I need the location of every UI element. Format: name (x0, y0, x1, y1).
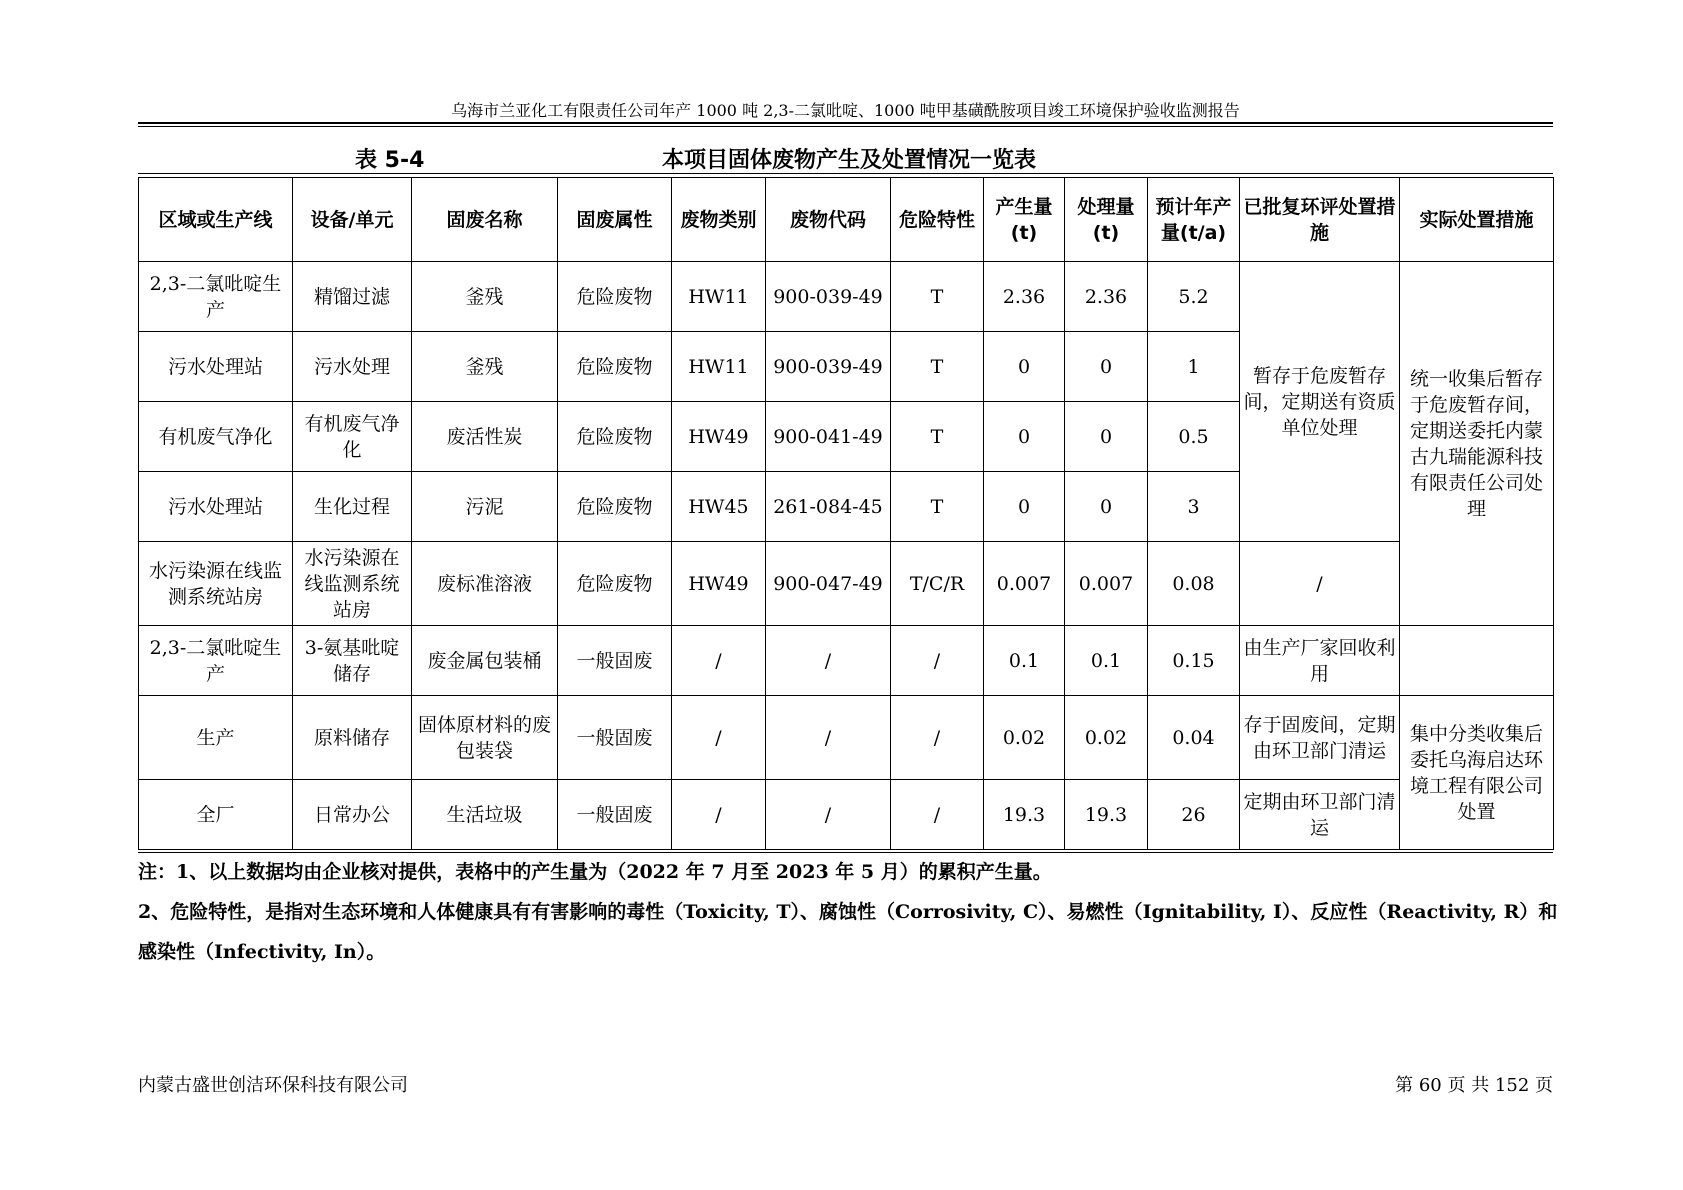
note-1: 注：1、以上数据均由企业核对提供，表格中的产生量为（2022 年 7 月至 2023 年 5 月）的累积产生量。 (138, 861, 1052, 883)
cell-treated: 0 (1065, 332, 1148, 402)
cell-treated: 0.007 (1065, 542, 1148, 626)
header-rule-thin (138, 126, 1553, 127)
col-header-area: 区域或生产线 (139, 178, 293, 262)
cell-approved-packaging-bags: 存于固废间，定期由环卫部门清运 (1240, 696, 1400, 780)
cell-waste-category: HW49 (672, 402, 766, 472)
waste-table-wrapper (138, 173, 1553, 853)
cell-unit: 精馏过滤 (293, 262, 412, 332)
cell-waste-category: / (672, 780, 766, 850)
cell-waste-code: / (766, 780, 891, 850)
cell-treated: 0.1 (1065, 626, 1148, 696)
cell-treated: 2.36 (1065, 262, 1148, 332)
cell-produced: 0.007 (984, 542, 1065, 626)
cell-waste-code: / (766, 696, 891, 780)
solid-waste-table (138, 177, 1554, 850)
cell-annual: 3 (1148, 472, 1240, 542)
col-header-waste-name: 固废名称 (412, 178, 558, 262)
cell-unit: 有机废气净化 (293, 402, 412, 472)
cell-actual-hazardous: 统一收集后暂存于危废暂存间，定期送委托内蒙古九瑞能源科技有限责任公司处理 (1400, 262, 1554, 626)
cell-waste-name: 废金属包装桶 (412, 626, 558, 696)
col-header-treated: 处理量(t) (1065, 178, 1148, 262)
cell-produced: 0 (984, 402, 1065, 472)
cell-produced: 19.3 (984, 780, 1065, 850)
cell-waste-name: 废标准溶液 (412, 542, 558, 626)
cell-approved-metal-drums: 由生产厂家回收利用 (1240, 626, 1400, 696)
cell-waste-category: / (672, 696, 766, 780)
header-rule-thick (138, 122, 1553, 124)
cell-waste-attribute: 危险废物 (558, 262, 672, 332)
cell-waste-name: 釜残 (412, 332, 558, 402)
cell-waste-attribute: 危险废物 (558, 402, 672, 472)
col-header-hazard: 危险特性 (891, 178, 984, 262)
cell-area: 有机废气净化 (139, 402, 293, 472)
cell-area: 污水处理站 (139, 472, 293, 542)
cell-unit: 日常办公 (293, 780, 412, 850)
cell-actual-general: 集中分类收集后委托乌海启达环境工程有限公司处置 (1400, 696, 1554, 850)
cell-treated: 0 (1065, 402, 1148, 472)
cell-waste-category: / (672, 626, 766, 696)
cell-area: 2,3-二氯吡啶生产 (139, 626, 293, 696)
cell-waste-attribute: 危险废物 (558, 332, 672, 402)
col-header-annual: 预计年产量(t/a) (1148, 178, 1240, 262)
table-row (139, 626, 1554, 696)
cell-hazard: / (891, 696, 984, 780)
cell-area: 全厂 (139, 780, 293, 850)
col-header-waste-code: 废物代码 (766, 178, 891, 262)
cell-unit: 生化过程 (293, 472, 412, 542)
col-header-produced: 产生量(t) (984, 178, 1065, 262)
table-row (139, 780, 1554, 850)
cell-produced: 0 (984, 332, 1065, 402)
cell-unit: 水污染源在线监测系统站房 (293, 542, 412, 626)
cell-annual: 0.15 (1148, 626, 1240, 696)
cell-hazard: / (891, 780, 984, 850)
cell-annual: 26 (1148, 780, 1240, 850)
cell-treated: 19.3 (1065, 780, 1148, 850)
cell-annual: 1 (1148, 332, 1240, 402)
cell-area: 污水处理站 (139, 332, 293, 402)
cell-approved-hazardous: 暂存于危废暂存间，定期送有资质单位处理 (1240, 262, 1400, 542)
cell-waste-category: HW11 (672, 332, 766, 402)
cell-waste-code: 900-039-49 (766, 332, 891, 402)
cell-approved-standard-solution: / (1240, 542, 1400, 626)
cell-unit: 原料储存 (293, 696, 412, 780)
cell-hazard: T (891, 402, 984, 472)
table-row (139, 542, 1554, 626)
cell-area: 2,3-二氯吡啶生产 (139, 262, 293, 332)
table-header-row (139, 178, 1554, 262)
cell-waste-attribute: 一般固废 (558, 780, 672, 850)
cell-actual-metal-drums (1400, 626, 1554, 696)
cell-hazard: / (891, 626, 984, 696)
cell-waste-category: HW11 (672, 262, 766, 332)
col-header-waste-category: 废物类别 (672, 178, 766, 262)
cell-area: 生产 (139, 696, 293, 780)
cell-waste-name: 釜残 (412, 262, 558, 332)
cell-waste-attribute: 危险废物 (558, 542, 672, 626)
col-header-unit: 设备/单元 (293, 178, 412, 262)
cell-waste-attribute: 危险废物 (558, 472, 672, 542)
cell-annual: 0.08 (1148, 542, 1240, 626)
cell-waste-category: HW45 (672, 472, 766, 542)
cell-produced: 0.02 (984, 696, 1065, 780)
col-header-waste-attribute: 固废属性 (558, 178, 672, 262)
cell-annual: 0.04 (1148, 696, 1240, 780)
cell-produced: 0 (984, 472, 1065, 542)
cell-approved-domestic: 定期由环卫部门清运 (1240, 780, 1400, 850)
cell-unit: 污水处理 (293, 332, 412, 402)
cell-waste-attribute: 一般固废 (558, 626, 672, 696)
cell-hazard: T (891, 472, 984, 542)
cell-waste-name: 生活垃圾 (412, 780, 558, 850)
cell-waste-code: 900-039-49 (766, 262, 891, 332)
cell-treated: 0.02 (1065, 696, 1148, 780)
cell-waste-name: 污泥 (412, 472, 558, 542)
cell-produced: 0.1 (984, 626, 1065, 696)
cell-waste-code: 900-047-49 (766, 542, 891, 626)
cell-annual: 0.5 (1148, 402, 1240, 472)
cell-area: 水污染源在线监测系统站房 (139, 542, 293, 626)
footer-page-number: 第 60 页 共 152 页 (1395, 1075, 1553, 1096)
cell-treated: 0 (1065, 472, 1148, 542)
table-row (139, 262, 1554, 332)
note-2: 2、危险特性，是指对生态环境和人体健康具有有害影响的毒性（Toxicity, T）、腐蚀性（Corrosivity, C）、易燃性（Ignitability, I）、反应性（Reactivity, R）和感染性（Infectivity, In）。 (138, 901, 1558, 963)
cell-waste-category: HW49 (672, 542, 766, 626)
table-title: 本项目固体废物产生及处置情况一览表 (662, 148, 1037, 173)
table-row (139, 696, 1554, 780)
footer-company: 内蒙古盛世创洁环保科技有限公司 (138, 1075, 408, 1096)
cell-waste-name: 废活性炭 (412, 402, 558, 472)
cell-waste-code: 900-041-49 (766, 402, 891, 472)
col-header-actual-measures: 实际处置措施 (1400, 178, 1554, 262)
col-header-approved-measures: 已批复环评处置措施 (1240, 178, 1400, 262)
table-number: 表 5-4 (355, 148, 425, 173)
cell-waste-attribute: 一般固废 (558, 696, 672, 780)
table-notes (138, 852, 1558, 972)
cell-unit: 3-氨基吡啶储存 (293, 626, 412, 696)
cell-produced: 2.36 (984, 262, 1065, 332)
cell-annual: 5.2 (1148, 262, 1240, 332)
cell-waste-name: 固体原材料的废包装袋 (412, 696, 558, 780)
report-header-title: 乌海市兰亚化工有限责任公司年产 1000 吨 2,3-二氯吡啶、1000 吨甲基磺酰胺项目竣工环境保护验收监测报告 (451, 101, 1240, 120)
cell-waste-code: / (766, 626, 891, 696)
cell-waste-code: 261-084-45 (766, 472, 891, 542)
cell-hazard: T/C/R (891, 542, 984, 626)
cell-hazard: T (891, 262, 984, 332)
cell-hazard: T (891, 332, 984, 402)
